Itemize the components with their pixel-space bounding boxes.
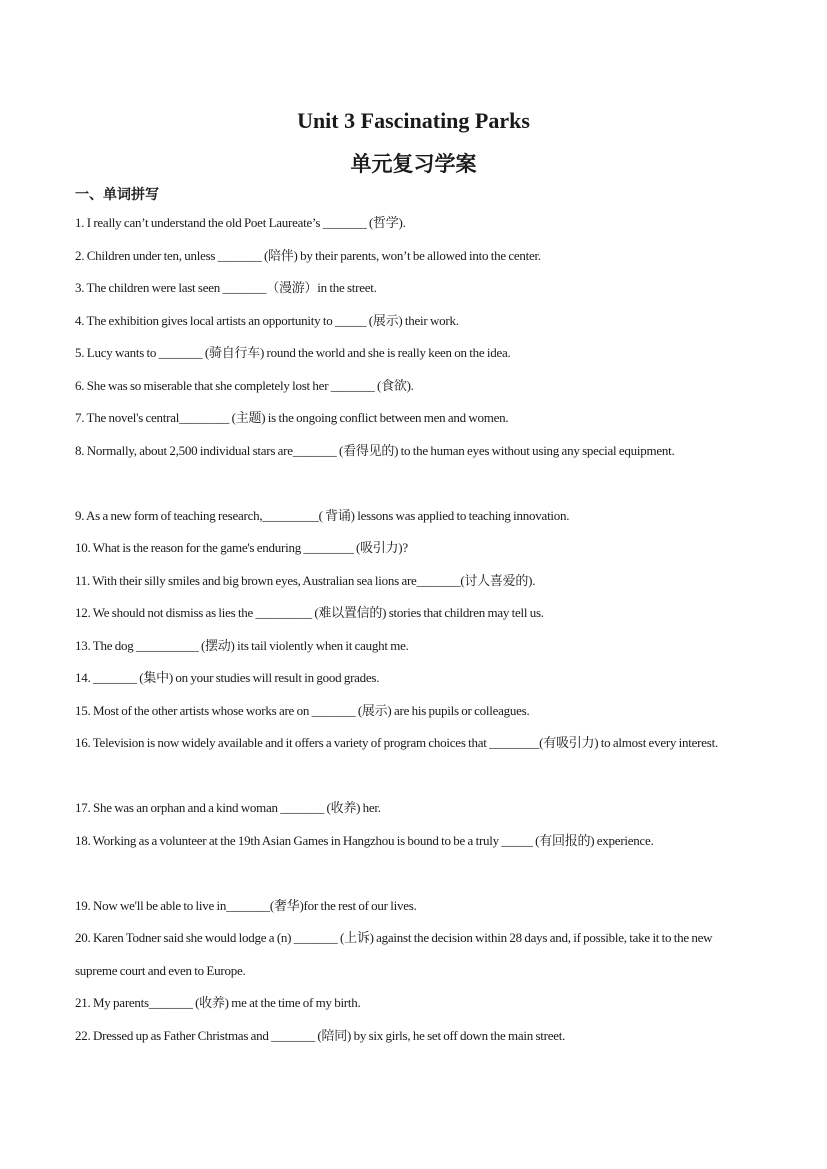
- question-8: 8. Normally, about 2,500 individual stars are_______ (看得见的) to the human eyes without using any special equipment.: [75, 443, 675, 458]
- question-20: 20. Karen Todner said she would lodge a (n) _______ (上诉) against the decision within 28 days and, if possible, take it to the new supreme court and even to Europe.: [75, 930, 713, 978]
- page-title: Unit 3 Fascinating Parks: [297, 108, 530, 133]
- page-subtitle: 单元复习学案: [350, 152, 477, 176]
- question-17: 17. She was an orphan and a kind woman _______ (收养) her.: [75, 800, 381, 815]
- question-4: 4. The exhibition gives local artists an opportunity to _____ (展示) their work.: [75, 313, 459, 328]
- question-5: 5. Lucy wants to _______ (骑自行车) round the world and she is really keen on the idea.: [75, 345, 511, 360]
- question-3: 3. The children were last seen _______（漫游）in the street.: [75, 280, 377, 295]
- question-15: 15. Most of the other artists whose works are on _______ (展示) are his pupils or colleagues.: [75, 703, 530, 718]
- question-12: 12. We should not dismiss as lies the _________ (难以置信的) stories that children may tell us.: [75, 605, 544, 620]
- question-18: 18. Working as a volunteer at the 19th Asian Games in Hangzhou is bound to be a truly _____ (有回报的) experience.: [75, 833, 654, 848]
- question-1: 1. I really can’t understand the old Poet Laureate’s _______ (哲学).: [75, 215, 406, 230]
- question-7: 7. The novel's central________ (主题) is the ongoing conflict between men and women.: [75, 410, 509, 425]
- question-11: 11. With their silly smiles and big brown eyes, Australian sea lions are_______(讨人喜爱的).: [75, 573, 536, 588]
- question-14: 14. _______ (集中) on your studies will result in good grades.: [75, 670, 380, 685]
- question-13: 13. The dog __________ (摆动) its tail violently when it caught me.: [75, 638, 409, 653]
- question-16: 16. Television is now widely available and it offers a variety of program choices that ________(有吸引力) to almost every interest.: [75, 735, 718, 750]
- question-6: 6. She was so miserable that she completely lost her _______ (食欲).: [75, 378, 414, 393]
- question-9: 9. As a new form of teaching research,_________( 背诵) lessons was applied to teaching innovation.: [75, 508, 570, 523]
- question-21: 21. My parents_______ (收养) me at the time of my birth.: [75, 995, 361, 1010]
- question-22: 22. Dressed up as Father Christmas and _______ (陪同) by six girls, he set off down the main street.: [75, 1028, 566, 1043]
- question-10: 10. What is the reason for the game's enduring ________ (吸引力)?: [75, 540, 408, 555]
- section-heading: 一、单词拼写: [75, 187, 159, 203]
- question-19: 19. Now we'll be able to live in_______(奢华)for the rest of our lives.: [75, 898, 417, 913]
- question-2: 2. Children under ten, unless _______ (陪伴) by their parents, won’t be allowed into the center.: [75, 248, 541, 263]
